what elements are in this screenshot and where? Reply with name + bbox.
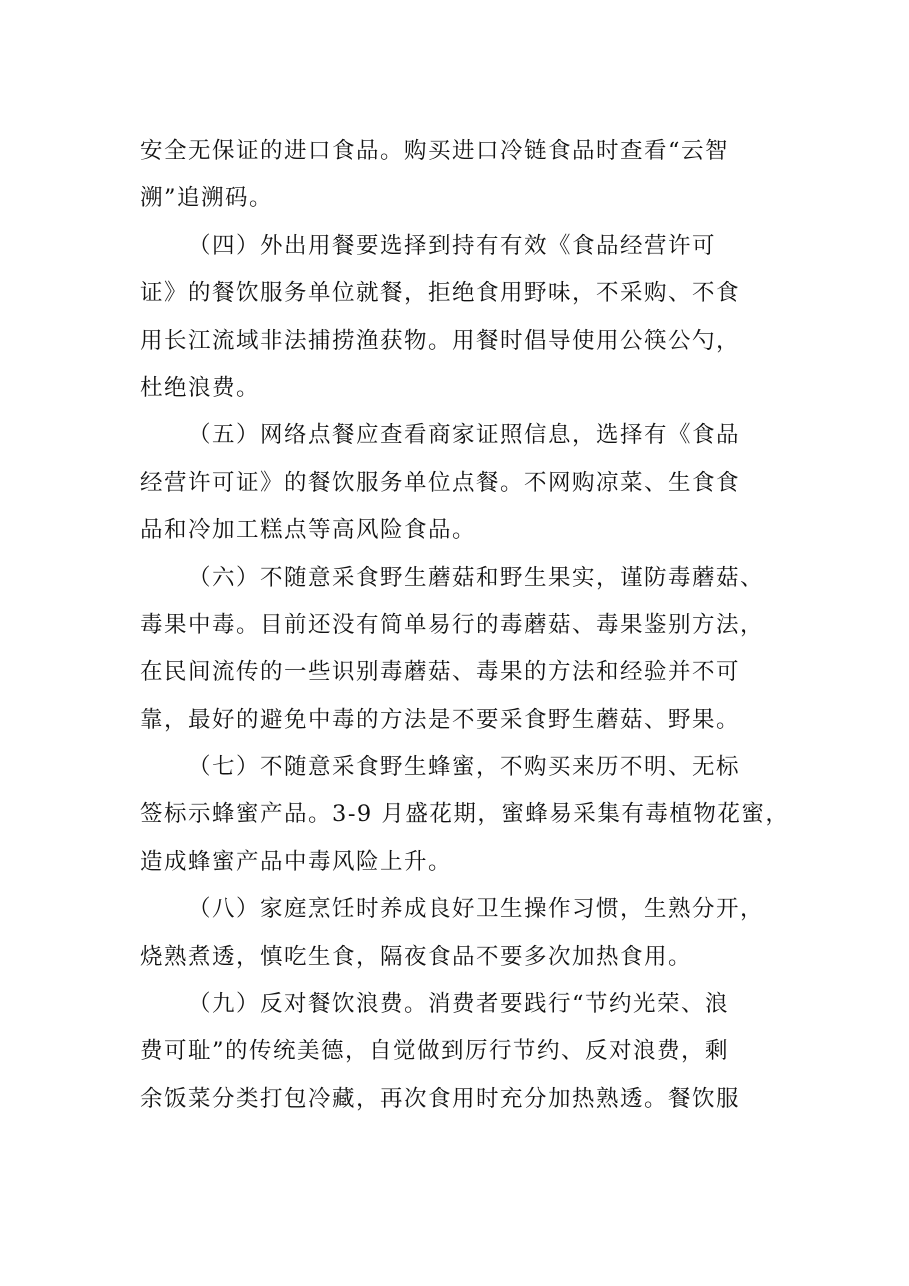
text-line: 溯”追溯码。 [140,185,274,212]
text-line: 杜绝浪费。 [140,374,261,401]
paragraph-first-line: （四）外出用餐要选择到持有有效《食品经营许可 [188,232,717,259]
text-line: 证》的餐饮服务单位就餐，拒绝食用野味，不采购、不食 [140,280,741,307]
text-line: 品和冷加工糕点等高风险食品。 [140,517,477,544]
text-line: 靠，最好的避免中毒的方法是不要采食野生蘑菇、野果。 [140,706,741,733]
paragraph-first-line: （八）家庭烹饪时养成良好卫生操作习惯，生熟分开， [188,896,765,923]
text-line: 烧熟煮透，慎吃生食，隔夜食品不要多次加热食用。 [140,943,693,970]
text-line: 经营许可证》的餐饮服务单位点餐。不网购凉菜、生食食 [140,469,741,496]
paragraph-first-line: （六）不随意采食野生蘑菇和野生果实，谨防毒蘑菇、 [188,564,765,591]
paragraph-first-line: （九）反对餐饮浪费。消费者要践行“节约光荣、浪 [188,991,730,1018]
paragraph-first-line: （七）不随意采食野生蜂蜜，不购买来历不明、无标 [188,754,741,781]
text-line: 在民间流传的一些识别毒蘑菇、毒果的方法和经验并不可 [140,659,741,686]
text-line: 费可耻”的传统美德，自觉做到厉行节约、反对浪费，剩 [140,1038,730,1065]
text-line: 签标示蜂蜜产品。3-9 月盛花期，蜜蜂易采集有毒植物花蜜， [140,801,790,828]
text-line: 余饭菜分类打包冷藏，再次食用时充分加热熟透。餐饮服 [140,1085,741,1112]
paragraph-first-line: （五）网络点餐应查看商家证照信息，选择有《食品 [188,422,741,449]
body-text [140,128,790,1123]
text-line: 用长江流域非法捕捞渔获物。用餐时倡导使用公筷公勺， [140,327,741,354]
text-line: 造成蜂蜜产品中毒风险上升。 [140,848,453,875]
text-line: 安全无保证的进口食品。购买进口冷链食品时查看“云智 [140,138,730,164]
text-line: 毒果中毒。目前还没有简单易行的毒蘑菇、毒果鉴别方法， [140,611,765,638]
